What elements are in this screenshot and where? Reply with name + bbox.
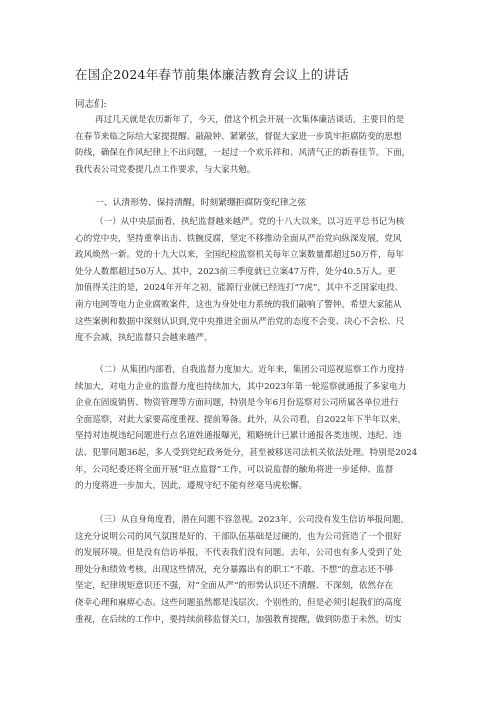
intro-line: 在春节来临之际给大家提提醒、敲敲钟、紧紧弦，督促大家进一步筑牢拒腐防变的思想 (75, 131, 402, 142)
paragraph-line: 这充分说明公司的风气氛围是好的、干部队伍基础是过硬的，也为公司营造了一个很好 (75, 531, 402, 542)
intro-line: 我代表公司党委提几点工作要求，与大家共勉。 (75, 164, 256, 175)
paragraph-line: （三）从自身角度看，潜在问题不容忽视。2023年，公司没有发生信访举报问题， (95, 515, 410, 525)
section-heading: 一、认清形势、保持清醒，时刻紧绷拒腐防变纪律之弦 (95, 198, 307, 208)
paragraph-line: 的发展环境。但是没有信访举报，不代表我们没有问题。去年，公司也有多人受到了处 (75, 548, 402, 559)
paragraph-line: 这些案例和数据中深刻认识到,党中央推进全面从严治党的态度不会变、决心不会松、尺 (75, 316, 405, 327)
paragraph-line: （二）从集团内部看，自我监督力度加大。近年来，集团公司巡视巡察工作力度持 (95, 365, 405, 375)
paragraph-line: 南方电网等电力企业腐败案件，这也为身处电力系统的我们敲响了警钟。希望大家能从 (75, 299, 402, 310)
paragraph-group (75, 362, 435, 495)
greeting: 同志们: (75, 99, 107, 110)
intro-paragraph (75, 112, 435, 178)
paragraph-central (75, 214, 435, 347)
paragraph-line: 理处分和绩效考核，出现这些情况，充分暴露出有的职工“不敢、不想”的意志还不够 (75, 564, 394, 575)
paragraph-line: 续加大，对电力企业的监督力度也持续加大，其中2023年第一轮巡察就通报了多家电力 (75, 381, 407, 392)
paragraph-line: 坚定，纪律规矩意识还不强，对“全面从严”的形势认识还不清醒、不深刻，依然存在 (75, 581, 394, 592)
paragraph-self (75, 512, 435, 628)
paragraph-line: 政风焕然一新。党的十九大以来，全国纪检监察机关每年立案数量都超过50万件，每年 (75, 250, 404, 261)
paragraph-line: 处分人数都超过50万人。其中，2023前三季度就已立案47万件，处分40.5万人。更 (75, 266, 396, 277)
paragraph-line: 企业在固废销售、物资管理等方面问题，特别是今年6月份巡察对公司所属各单位进行 (75, 398, 399, 409)
paragraph-line: 侥幸心理和麻痹心态。这些问题虽然都是浅层次、个别性的，但是必须引起我们的高度 (75, 597, 402, 608)
intro-line: 防线，确保在作风纪律上不出问题，一起过一个欢乐祥和、风清气正的新春佳节。下面， (75, 148, 411, 159)
paragraph-line: 重视，在后续的工作中，要持续前移监督关口，加强教育提醒，做到防患于未然，切实 (75, 614, 402, 625)
paragraph-line: 坚持对违规违纪问题进行点名道姓通报曝光，粗略统计已累计通报各类违规、违纪、违 (75, 431, 402, 442)
paragraph-line: 心的党中央，坚持重拳出击、铁腕反腐，坚定不移推动全面从严治党向纵深发展，党风 (75, 233, 402, 244)
paragraph-line: 的力度将进一步加大，因此，遵规守纪不能有丝毫马虎松懈。 (75, 481, 308, 492)
paragraph-line: 加值得关注的是，2024年开年之初，能源行业就已经连打“7虎”，其中不乏国家电投、 (75, 283, 404, 294)
paragraph-line: 全面巡察，对此大家要高度重视、提前筹备。此外，从公司看，自2022年下半年以来， (75, 414, 407, 425)
paragraph-line: 年，公司纪委还将全面开展“驻点监督”工作，可以说监督的触角将进一步延伸、监督 (75, 464, 394, 475)
paragraph-line: 度不会减，执纪监督只会越来越严。 (75, 333, 213, 344)
paragraph-line: 法、犯罪问题36起，多人受到党纪政务处分，甚至被移送司法机关依法处理。特别是2024 (75, 447, 418, 458)
document-title: 在国企2024年春节前集体廉洁教育会议上的讲话 (75, 67, 349, 82)
paragraph-line: （一）从中央层面看，执纪监督越来越严。党的十八大以来，以习近平总书记为核 (95, 217, 405, 227)
intro-line: 再过几天就是农历新年了，今天，借这个机会开展一次集体廉洁谈话，主要目的是 (95, 115, 405, 125)
